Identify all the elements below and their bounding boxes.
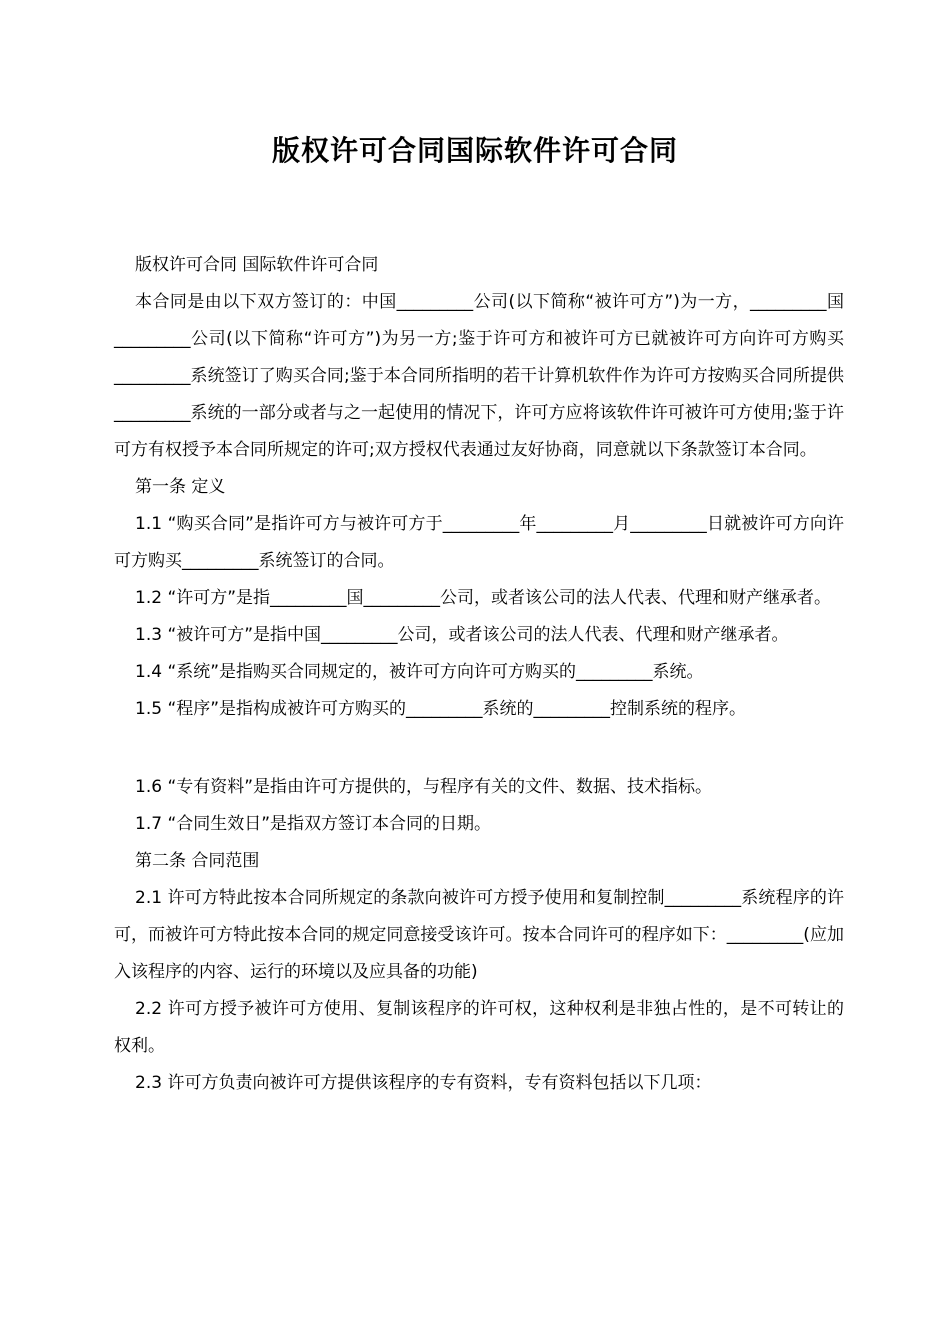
preamble-paragraph: 本合同是由以下双方签订的：中国_________公司(以下简称“被许可方”)为一方，_________国_________公司(以下简称“许可方”)为另一方;鉴于许可方和被许可方已就被许可方向许可方购买_________系统签订了购买合同;鉴于本合同所指明的若干计算机软件作为许可方按购买合同所提供_________系统的一部分或者与之一起使用的情况下，许可方应将该软件许可被许可方使用;鉴于许可方有权授予本合同所规定的许可;双方授权代表通过友好协商，同意就以下条款签订本合同。 [114, 292, 844, 460]
clause-1-2: 1.2 “许可方”是指_________国_________公司，或者该公司的法人代表、代理和财产继承者。 [135, 588, 832, 608]
clause-1-4: 1.4 “系统”是指购买合同规定的，被许可方向许可方购买的_________系统。 [135, 662, 704, 682]
clause-1-3: 1.3 “被许可方”是指中国_________公司，或者该公司的法人代表、代理和财产继承者。 [135, 625, 789, 645]
article-1-heading: 第一条 定义 [135, 477, 226, 497]
clause-1-5: 1.5 “程序”是指构成被许可方购买的_________系统的_________控制系统的程序。 [135, 699, 747, 719]
clause-2-1: 2.1 许可方特此按本合同所规定的条款向被许可方授予使用和复制控制_________系统程序的许可，而被许可方特此按本合同的规定同意接受该许可。按本合同许可的程序如下：_________(应加入该程序的内容、运行的环境以及应具备的功能) [114, 888, 844, 982]
clause-1-6: 1.6 “专有资料”是指由许可方提供的，与程序有关的文件、数据、技术指标。 [135, 777, 713, 797]
clause-2-3: 2.3 许可方负责向被许可方提供该程序的专有资料，专有资料包括以下几项： [135, 1073, 712, 1093]
paragraph-spacer [114, 728, 844, 769]
subtitle-line: 版权许可合同 国际软件许可合同 [135, 255, 379, 275]
clause-1-7: 1.7 “合同生效日”是指双方签订本合同的日期。 [135, 814, 492, 834]
clause-1-1: 1.1 “购买合同”是指许可方与被许可方于_________年_________月_________日就被许可方向许可方购买_________系统签订的合同。 [114, 514, 844, 571]
article-2-heading: 第二条 合同范围 [135, 851, 260, 871]
document-body [114, 247, 844, 1102]
document-title: 版权许可合同国际软件许可合同 [271, 134, 678, 167]
clause-2-2: 2.2 许可方授予被许可方使用、复制该程序的许可权，这种权利是非独占性的，是不可转让的权利。 [114, 999, 844, 1056]
